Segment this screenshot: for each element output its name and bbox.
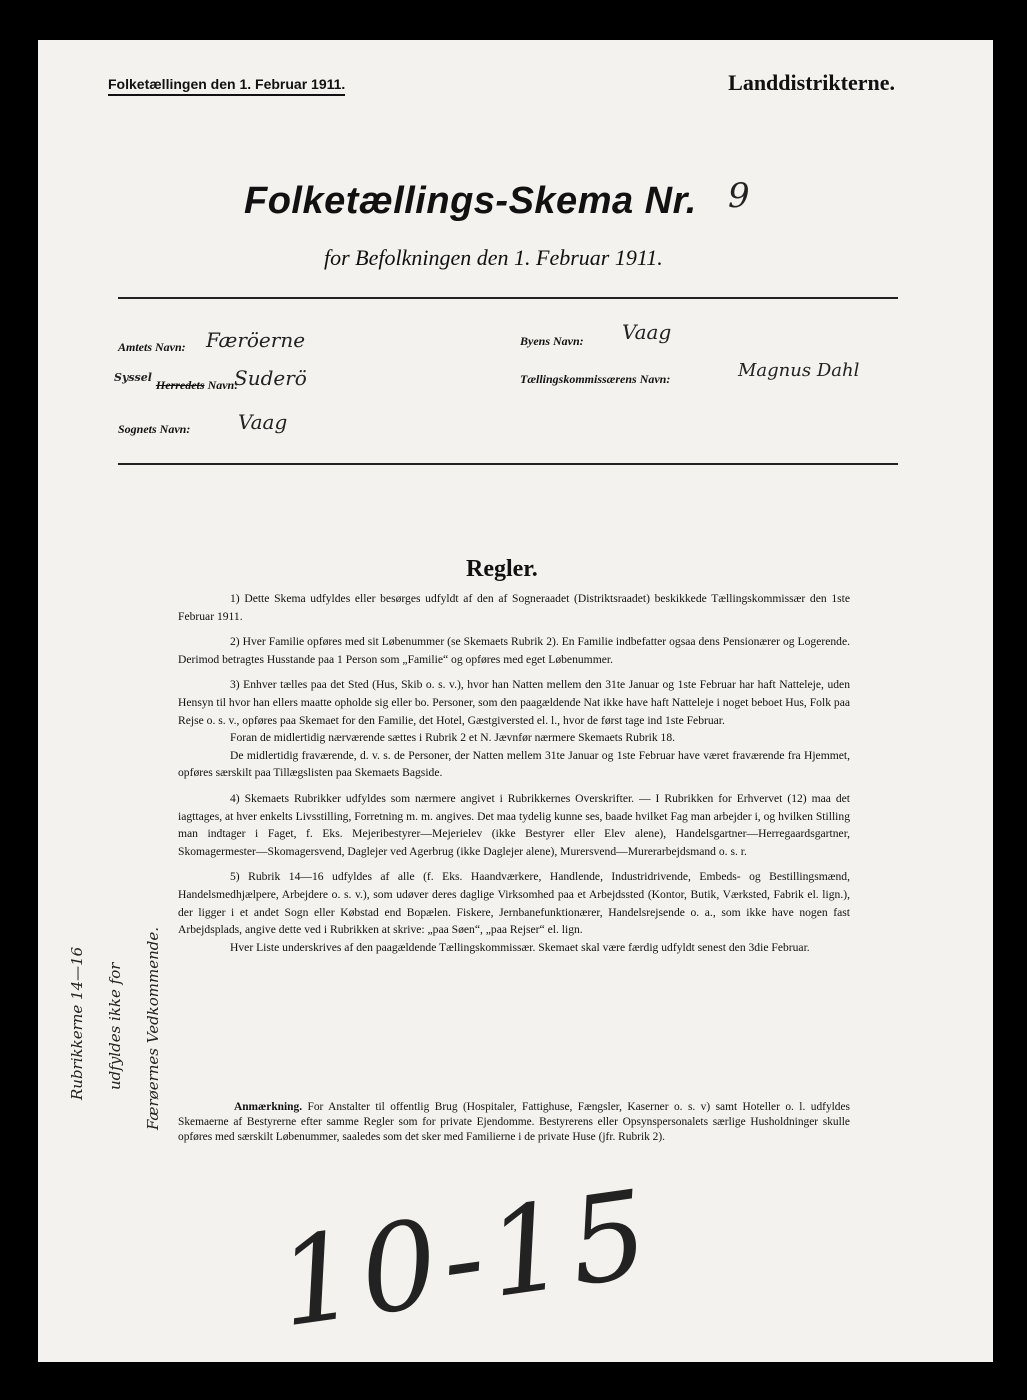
form-title: Folketællings-Skema Nr. — [244, 180, 697, 222]
sogn-label: Sognets Navn: — [118, 422, 191, 436]
kommissaer-label: Tællingskommissærens Navn: — [520, 372, 671, 386]
header-district-type: Landdistrikterne. — [728, 70, 895, 95]
amt-label: Amtets Navn: — [118, 340, 186, 354]
by-label: Byens Navn: — [520, 334, 584, 348]
rules-body — [178, 590, 850, 964]
rules-heading: Regler. — [466, 556, 538, 582]
anmaerkning-text: For Anstalter til offentlig Brug (Hospitaler, Fattighuse, Fængsler, Kaserner o. s. v) samt Hoteller o. l. udfyldes Skemaerne af Bestyrerne efter samme Regler som for private Ejendomme. Bestyrerens eller Opsynspersonalets særlige Husholdninger skulle opføres med særskilt Løbenummer, saaledes som det sker med Familierne i de private Huse (jfr. Rubrik 2). — [178, 1101, 850, 1143]
header-census-date: Folketællingen den 1. Februar 1911. — [108, 76, 345, 96]
rule-paragraph: Hver Liste underskrives af den paagældende Tællingskommissær. Skemaet skal være færdig udfyldt senest den 3die Februar. — [230, 940, 810, 954]
amt-value: Færöerne — [206, 328, 306, 352]
margin-note-line3: Færøernes Vedkommende. — [144, 926, 162, 1130]
rule-paragraph: 5) Rubrik 14—16 udfyldes af alle (f. Eks. Haandværkere, Handlende, Industridrivende, Embeds- og Bestillingsmænd, Handelsmedhjælpere, Arbejdere o. s. v.), som udøver deres daglige Virksomhed paa et Arbejdssted (Kontor, Butik, Værksted, Fabrik el. lign.), der ligger i et andet Sogn eller Købstad end Bopælen. Fiskere, Jernbanefunktionærer, Handelsrejsende o. a., som ikke have nogen fast Arbejdsplads, angive dette ved i Rubrikken at skrive: „paa Søen“, „paa Rejser“ el. lign. — [178, 870, 850, 937]
divider-top — [118, 297, 898, 299]
form-number-value: 9 — [728, 176, 750, 216]
herred-value: Suderö — [234, 366, 307, 390]
margin-note-line2: udfyldes ikke for — [106, 962, 124, 1090]
margin-note-line1: Rubrikkerne 14—16 — [68, 946, 86, 1100]
rule-paragraph: 2) Hver Familie opføres med sit Løbenummer (se Skemaets Rubrik 2). En Familie indbefatter ogsaa dens Pensionærer og Logerende. Derimod betragtes Husstande paa 1 Person som „Familie“ og opføres med eget Løbenummer. — [178, 635, 850, 666]
by-value: Vaag — [622, 320, 672, 344]
kommissaer-value: Magnus Dahl — [738, 360, 860, 381]
rule-paragraph: 4) Skemaets Rubrikker udfyldes som nærmere angivet i Rubrikkernes Overskrifter. — I Rubrikken for Erhvervet (12) maa det iagttages, at hver enkelts Livsstilling, Forretning m. m. angives. Det maa tydelig kunne ses, baade hvilket Fag man arbejder i, og hvilken Stilling man indtager i Faget, f. Eks. Mejeribestyrer—Mejerielev (ikke Bestyrer eller Elev alene), Handelsgartner—Herregaardsgartner, Skomagermester—Skomagersvend, Daglejer ved Agerbrug (ikke Daglejer alene), Murersvend—Murerarbejdsmand o. s. r. — [178, 791, 850, 858]
rule-paragraph: De midlertidig fraværende, d. v. s. de Personer, der Natten mellem 31te Januar og 1ste Februar have været fraværende fra Hjemmet, opføres særskilt paa Tillægslisten paa Skemaets Bagside. — [178, 748, 850, 780]
anmaerkning-note — [178, 1100, 850, 1145]
anmaerkning-label: Anmærkning. — [234, 1101, 303, 1113]
herred-label: SysselHerredets Navn: — [114, 371, 239, 392]
divider-fields — [118, 463, 898, 465]
census-form-page — [38, 40, 993, 1362]
handwritten-range-number: 10-15 — [270, 1164, 662, 1355]
rule-paragraph: 1) Dette Skema udfyldes eller besørges udfyldt af den af Sogneraadet (Distriktsraadet) beskikkede Tællingskommissær den 1ste Februar 1911. — [178, 592, 850, 623]
herred-label-struck: Herredets — [155, 378, 205, 392]
form-subtitle: for Befolkningen den 1. Februar 1911. — [324, 245, 663, 270]
herred-label-handwritten: Syssel — [114, 371, 152, 384]
sogn-value: Vaag — [238, 410, 288, 434]
rule-paragraph: Foran de midlertidig nærværende sættes i Rubrik 2 et N. Jævnfør nærmere Skemaets Rubrik 18. — [230, 731, 676, 745]
rule-paragraph: 3) Enhver tælles paa det Sted (Hus, Skib o. s. v.), hvor han Natten mellem den 31te Januar og 1ste Februar har haft Natteleje, uden Hensyn til hvor han ellers maatte opholde sig eller bo. Personer, som den paagældende Nat ikke have haft Natteleje i noget beboet Hus, Folk paa Rejse o. s. v., opføres paa Skemaet for den Familie, det Hotel, Gæstgiversted el. l., hvor de først tage ind 1ste Februar. — [178, 678, 850, 727]
